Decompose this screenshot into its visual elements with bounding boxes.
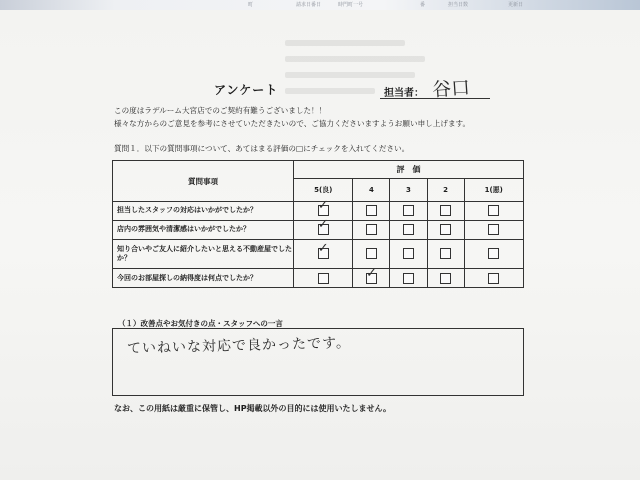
rating-header: 5(良) — [294, 179, 353, 202]
checkbox[interactable] — [488, 273, 499, 284]
checkbox[interactable] — [366, 248, 377, 259]
checkbox[interactable] — [317, 241, 329, 259]
question-instructions: 質問１．以下の質問事項について、あてはまる評価の□にチェックを入れてください。 — [114, 144, 410, 153]
question-row — [113, 220, 524, 239]
bleed-text: 更新日 — [508, 2, 524, 8]
checkbox[interactable] — [366, 224, 377, 235]
rating-header: 3 — [390, 179, 427, 202]
rating-header: 1(悪) — [464, 179, 523, 202]
bleed-text: 請求日番日 — [296, 2, 322, 8]
checkbox[interactable] — [488, 205, 499, 216]
check-mark: ✓ — [365, 265, 377, 281]
checkbox[interactable] — [365, 265, 377, 284]
bleed-text: 時門町一号 — [338, 2, 364, 8]
checkbox[interactable] — [318, 273, 329, 284]
intro-line-1: この度はラデルーム大宮店でのご契約有難うございました！！ — [114, 106, 327, 115]
check-mark: ✓ — [317, 241, 329, 257]
checkbox[interactable] — [403, 273, 414, 284]
bleed-text: 番 — [420, 2, 426, 8]
check-mark: ✓ — [317, 198, 329, 214]
intro-line-2: 様々な方からのご意見を参考にさせていただきたいので、ご協力くださいますようお願い申し上げます。 — [114, 119, 471, 128]
checkbox[interactable] — [440, 205, 451, 216]
checkbox[interactable] — [403, 205, 414, 216]
checkbox[interactable] — [403, 248, 414, 259]
privacy-note: なお、この用紙は厳重に保管し、HP掲載以外の目的には使用いたしません。 — [114, 404, 392, 413]
checkbox[interactable] — [317, 217, 329, 235]
question-text: 担当したスタッフの対応はいかがでしたか？ — [113, 202, 294, 221]
rating-table — [112, 160, 524, 288]
checkbox[interactable] — [488, 224, 499, 235]
checkbox[interactable] — [488, 248, 499, 259]
checkbox[interactable] — [440, 248, 451, 259]
form-title: アンケート — [214, 83, 279, 97]
checkbox[interactable] — [403, 224, 414, 235]
bleed-text: 町 — [248, 2, 254, 8]
question-row — [113, 239, 524, 269]
comment-label: （１）改善点やお気付きの点・スタッフへの一言 — [118, 319, 283, 328]
rating-header: 4 — [353, 179, 390, 202]
rating-header: 2 — [427, 179, 464, 202]
question-text: 店内の雰囲気や清潔感はいかがでしたか？ — [113, 220, 294, 239]
handwritten-comment: ていねいな対応で良かったです。 — [126, 335, 352, 357]
staff-name-handwritten: 谷口 — [431, 76, 471, 102]
question-row — [113, 269, 524, 288]
evaluation-header: 評 価 — [294, 161, 524, 179]
bleed-text: 担当日数 — [448, 2, 469, 8]
intro-text — [114, 104, 470, 130]
checkbox[interactable] — [440, 273, 451, 284]
staff-label: 担当者： — [384, 88, 424, 99]
checkbox[interactable] — [440, 224, 451, 235]
check-mark: ✓ — [317, 217, 329, 233]
checkbox[interactable] — [366, 205, 377, 216]
staff-underline — [380, 98, 490, 99]
comment-box[interactable] — [112, 328, 524, 396]
questions-header: 質問事項 — [113, 161, 294, 202]
question-text: 今回のお部屋探しの納得度は何点でしたか？ — [113, 269, 294, 288]
question-text: 知り合いやご友人に紹介したいと思える不動産屋でしたか？ — [113, 239, 294, 269]
checkbox[interactable] — [317, 198, 329, 216]
